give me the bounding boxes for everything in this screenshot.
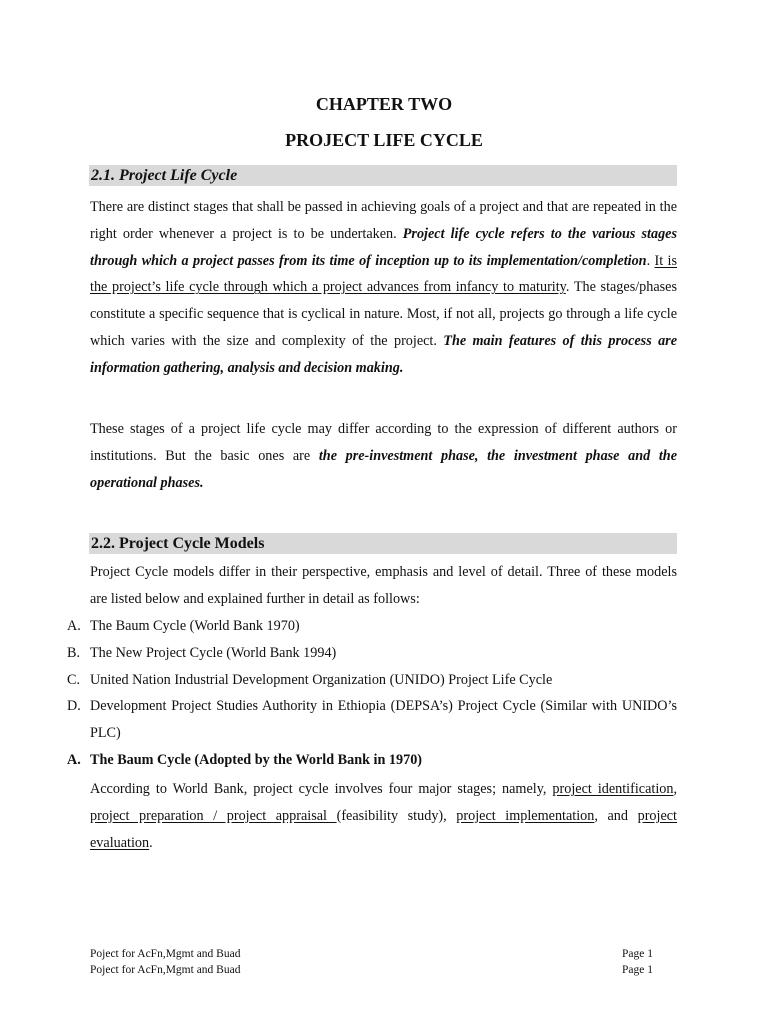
- paragraph-baum-cycle-stages: [90, 776, 677, 856]
- footer-page-number-2: Page 1: [622, 964, 653, 976]
- stage-evaluation: project evaluation: [90, 807, 677, 851]
- footer-left-line-1: Poject for AcFn,Mgmt and Buad: [90, 948, 241, 960]
- phases-emphasis: the pre-investment phase, the investment phase and the operational phases.: [90, 447, 677, 491]
- list-item-text: The New Project Cycle (World Bank 1994): [90, 645, 337, 661]
- footer-left-line-2: Poject for AcFn,Mgmt and Buad: [90, 964, 241, 976]
- list-marker: C.: [67, 672, 81, 688]
- paragraph-life-cycle-definition: [90, 194, 677, 382]
- text-run: These stages of a project life cycle may differ according to the expression of different authors or institutions. But the basic ones are: [90, 421, 677, 464]
- section-heading-2-1: 2.1. Project Life Cycle: [89, 165, 677, 186]
- text-run: .: [646, 252, 655, 269]
- list-marker: B.: [67, 645, 81, 661]
- stage-identification: project identification: [552, 781, 674, 797]
- text-run: . The stages/phases constitute a specific sequence that is cyclical in nature. Most, if not all, projects go through a life cycle which varies with the size and complexity of the project.: [90, 279, 677, 349]
- text-run: There are distinct stages that shall be passed in achieving goals of a project and that are repeated in the right order whenever a project is to be undertaken.: [90, 199, 677, 242]
- text-run: .: [149, 834, 153, 851]
- paragraph-cycle-models-intro: Project Cycle models differ in their perspective, emphasis and level of detail. Three of these models are listed below and explained further in detail as follows:: [90, 564, 677, 607]
- underlined-statement: It is the project’s life cycle through which a project advances from infancy to maturity: [90, 252, 677, 296]
- text-run: According to World Bank, project cycle involves four major stages; namely,: [90, 781, 553, 797]
- list-marker: D.: [67, 698, 81, 714]
- stage-implementation: project implementation: [456, 807, 595, 824]
- list-item-text: Development Project Studies Authority in Ethiopia (DEPSA’s) Project Cycle (Similar with UNIDO’s PLC): [90, 698, 677, 741]
- list-item-text: The Baum Cycle (World Bank 1970): [90, 618, 300, 634]
- paragraph-stages-phases: [90, 416, 677, 496]
- section-heading-2-2: 2.2. Project Cycle Models: [89, 533, 677, 554]
- chapter-number-title: CHAPTER TWO: [315, 94, 453, 114]
- list-marker: A.: [67, 618, 81, 634]
- chapter-main-title: PROJECT LIFE CYCLE: [285, 130, 483, 150]
- subsection-heading-text: The Baum Cycle (Adopted by the World Bank in 1970): [90, 752, 423, 768]
- stage-preparation-appraisal: project preparation / project appraisal: [90, 807, 337, 824]
- definition-emphasis: Project life cycle refers to the various stages through which a project passes from its time of inception up to its implementation/completion: [90, 225, 678, 269]
- text-run: , and: [594, 807, 638, 824]
- text-run: ,: [673, 781, 678, 797]
- footer-page-number-1: Page 1: [622, 948, 653, 960]
- main-features-emphasis: The main features of this process are information gathering, analysis and decision making.: [90, 332, 678, 376]
- list-marker: A.: [67, 752, 81, 768]
- list-item-text: United Nation Industrial Development Organization (UNIDO) Project Life Cycle: [90, 672, 553, 688]
- text-run: (feasibility study),: [336, 807, 457, 824]
